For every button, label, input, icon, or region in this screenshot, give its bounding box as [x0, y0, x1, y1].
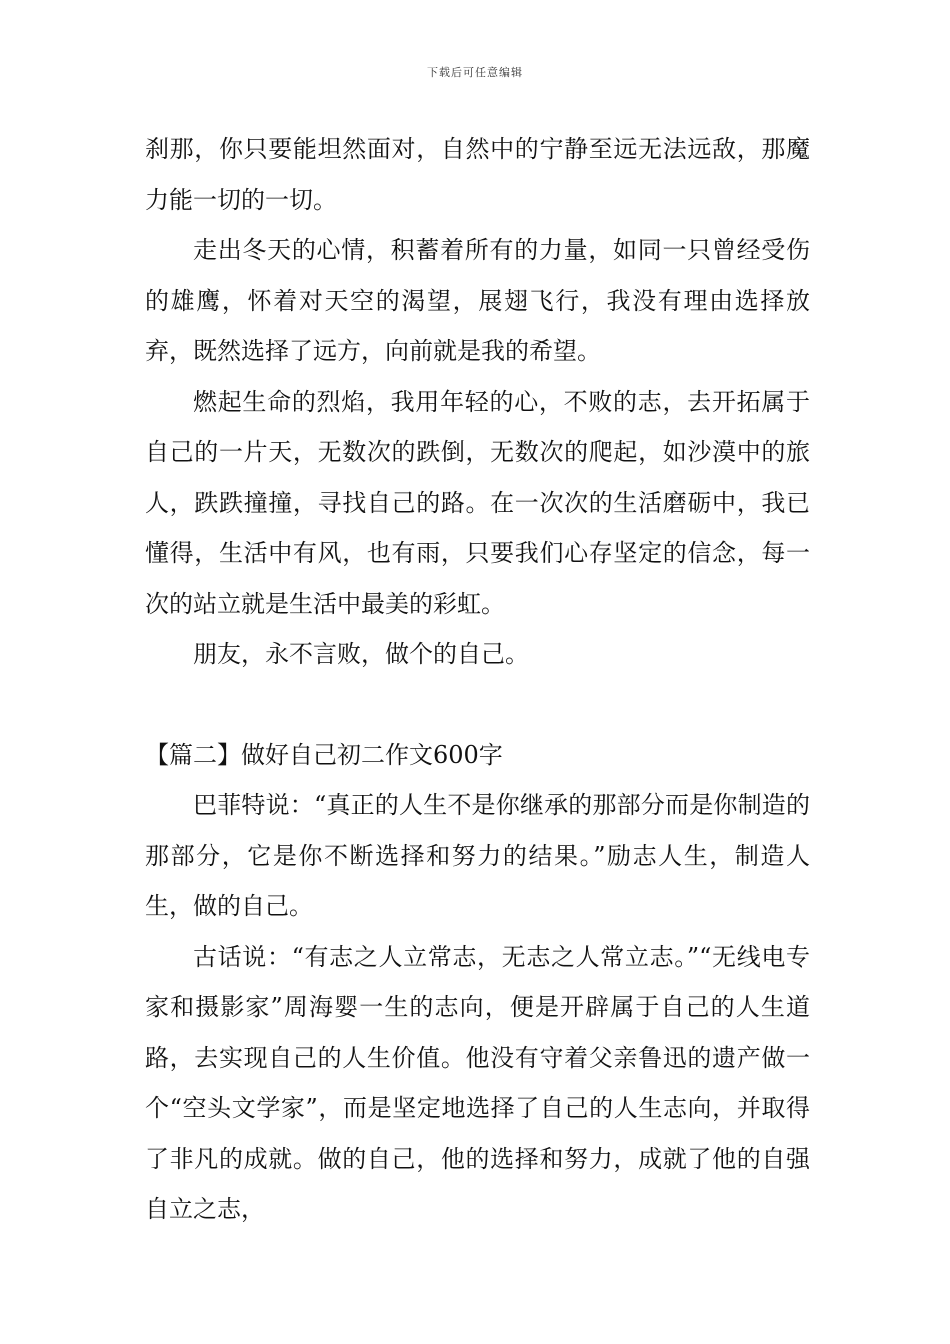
page-header-note: 下载后可任意编辑: [427, 66, 523, 79]
paragraph-never-give-up: 朋友，永不言败，做个的自己。: [193, 640, 529, 668]
paragraph-zhou-haiying: 古话说：“有志之人立常志，无志之人常立志。”“无线电专家和摄影家”周海婴一生的志向，便是开辟属于自己的人生道路，去实现自己的人生价值。他没有守着父亲鲁迅的遗产做一个“空头文学家”，而是坚定地选择了自己的人生志向，并取得了非凡的成就。做的自己，他的选择和努力，成就了他的自强自立之志，: [145, 942, 810, 1223]
paragraph-winter-mood: 走出冬天的心情，积蓄着所有的力量，如同一只曾经受伤的雄鹰，怀着对天空的渴望，展翅飞行，我没有理由选择放弃，既然选择了远方，向前就是我的希望。: [145, 236, 810, 365]
paragraph-life-flame: 燃起生命的烈焰，我用年轻的心，不败的志，去开拓属于自己的一片天，无数次的跌倒，无数次的爬起，如沙漠中的旅人，跌跌撞撞，寻找自己的路。在一次次的生活磨砺中，我已懂得，生活中有风，也有雨，只要我们心存坚定的信念，每一次的站立就是生活中最美的彩虹。: [145, 387, 810, 618]
document-body: [145, 124, 810, 1235]
paragraph-buffett-quote: 巴菲特说：“真正的人生不是你继承的那部分而是你制造的那部分，它是你不断选择和努力的结果。”励志人生，制造人生，做的自己。: [145, 791, 810, 920]
section-spacer: [145, 680, 810, 730]
section-title: 【篇二】做好自己初二作文600字: [145, 740, 503, 769]
paragraph-continuation: 刹那，你只要能坦然面对，自然中的宁静至远无法远敌，那魔力能一切的一切。: [145, 135, 810, 214]
